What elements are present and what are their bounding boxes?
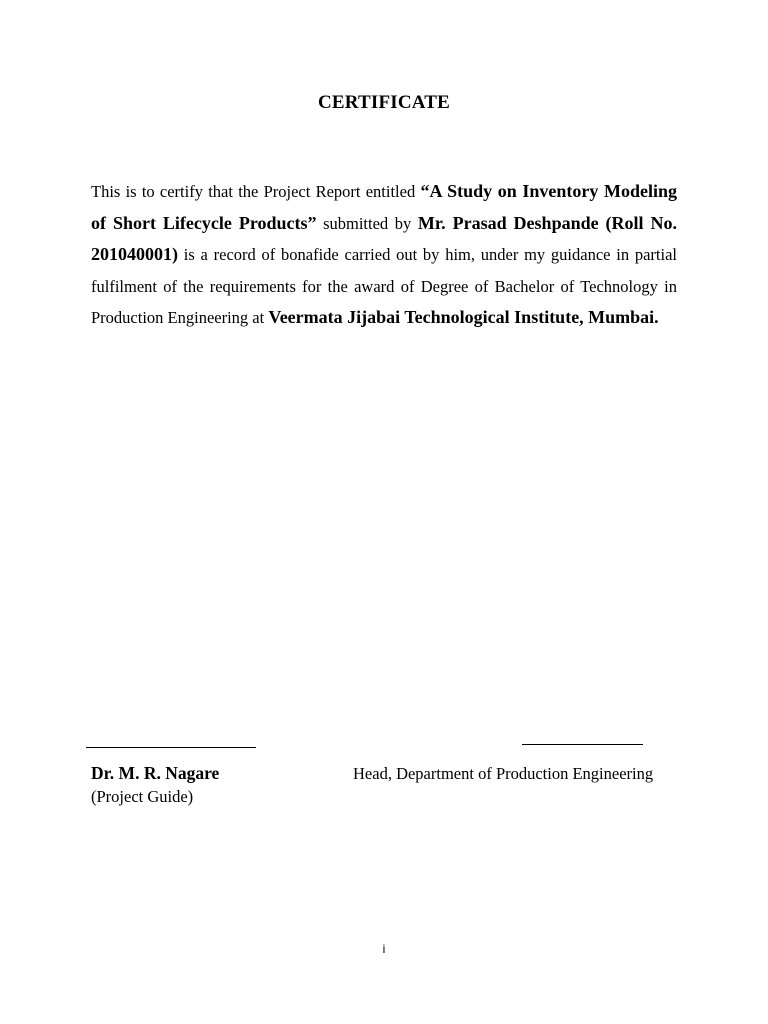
body-intro-text: This is to certify that the Project Report entitled — [91, 182, 421, 201]
certificate-body — [91, 176, 677, 334]
student-name: Mr. Prasad Deshpande (Roll No. 201040001) — [91, 212, 677, 265]
institute-name: Veermata Jijabai Technological Institute, Mumbai. — [268, 307, 659, 328]
project-title: “A Study on Inventory Modeling of Short Lifecycle Products” — [91, 181, 677, 233]
body-submitted-text: submitted by — [316, 213, 418, 233]
head-signature-line — [522, 744, 643, 745]
guide-name: Dr. M. R. Nagare — [91, 763, 220, 783]
guide-role: (Project Guide) — [91, 787, 194, 806]
page-title: CERTIFICATE — [317, 92, 451, 113]
page-number: i — [382, 942, 386, 956]
head-title: Head, Department of Production Engineering — [353, 764, 654, 783]
body-record-text: is a record of bonafide carried out by him, under my guidance in partial fulfilment of the requirements for the award of Degree of Bachelor of Technology in Production Engineering at — [91, 245, 677, 328]
guide-signature-line — [86, 747, 256, 748]
